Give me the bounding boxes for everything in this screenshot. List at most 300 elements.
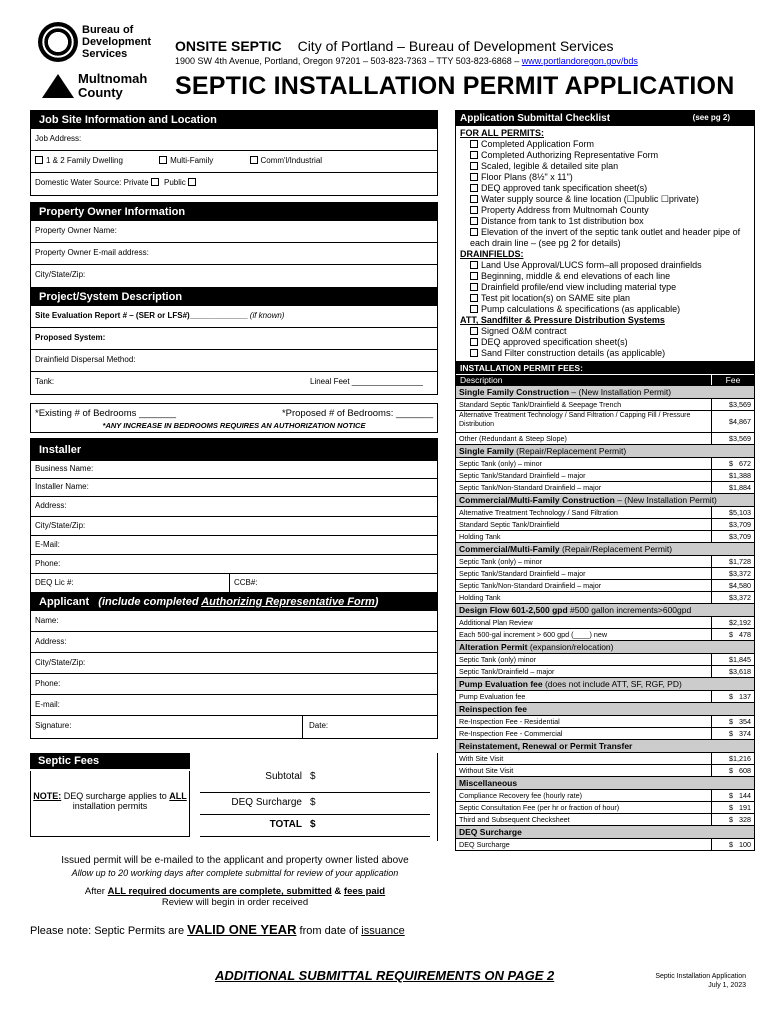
checklist-section-title: ATT, Sandfilter & Pressure Distribution Systems [460, 315, 665, 325]
fee-amount: $3,618 [729, 667, 751, 676]
note-text-end: installation permits [72, 801, 148, 811]
applicant-heading-close: ) [374, 596, 379, 608]
checklist-item-label: DEQ approved tank specification sheet(s) [481, 183, 648, 193]
installer-phone-field[interactable] [31, 555, 437, 574]
fee-description: Septic Tank/Non-Standard Drainfield – major [456, 482, 712, 493]
checklist-checkbox[interactable] [470, 195, 478, 203]
fee-amount: $ 144 [729, 791, 751, 800]
fee-description: DEQ Surcharge [456, 839, 712, 850]
installer-city-field[interactable] [31, 517, 437, 536]
fee-description: Septic Tank/Non-Standard Drainfield – major [456, 580, 712, 591]
multnomah-logo [38, 70, 148, 106]
fee-group-heading [456, 776, 754, 789]
page-header [30, 14, 760, 106]
checklist-see-page: (see pg 2) [692, 113, 730, 122]
website-link[interactable]: www.portlandoregon.gov/bds [521, 56, 638, 66]
fee-row [456, 567, 754, 579]
checklist-item-label: Test pit location(s) on SAME site plan [481, 293, 631, 303]
fee-row [456, 838, 754, 850]
fee-row [456, 579, 754, 591]
installer-field-label: City/State/Zip: [35, 521, 86, 530]
checklist-item-label: Sand Filter construction details (as applicable) [481, 348, 666, 358]
installer-field-label: Phone: [35, 559, 61, 568]
fee-group-title: Alteration Permit [459, 642, 528, 652]
fee-group-title: Miscellaneous [459, 778, 518, 788]
fee-description: Alternative Treatment Technology / Sand Filtration / Capping Fill / Pressure Distribution [456, 411, 712, 432]
fee-group-subtitle: (expansion/relocation) [527, 642, 614, 652]
fee-group-heading [456, 702, 754, 715]
fee-group-subtitle: #500 gallon increments>600gpd [567, 605, 692, 615]
checklist-checkbox[interactable] [470, 349, 478, 357]
applicant-field-label: E-mail: [35, 700, 60, 709]
validity-text-2: from date of [296, 925, 362, 937]
surcharge-note [30, 771, 190, 837]
fee-group-subtitle: (does not include ATT, SF, RGF, PD) [542, 679, 682, 689]
installer-section [30, 438, 438, 593]
auth-rep-form-link[interactable]: Authorizing Representative Form [201, 596, 375, 608]
checklist-item-label: Drainfield profile/end view including material type [481, 282, 677, 292]
fee-description: Septic Tank (only) – minor [456, 458, 712, 469]
fee-group-title: Reinspection fee [459, 704, 528, 714]
signature-field[interactable]: Signature: [35, 716, 303, 738]
fee-row [456, 813, 754, 825]
job-site-heading: Job Site Information and Location [31, 111, 437, 129]
applicant-field-label: City/State/Zip: [35, 658, 86, 667]
owner-heading: Property Owner Information [31, 203, 437, 221]
fee-amount: $3,709 [729, 520, 751, 529]
bds-logo-line-3: Services [82, 48, 128, 60]
validity-note [30, 922, 440, 937]
fee-row [456, 432, 754, 444]
checklist-section-title: FOR ALL PERMITS: [460, 128, 544, 138]
drainfield-field[interactable] [31, 350, 437, 372]
after-fees: fees paid [343, 886, 386, 897]
installer-field-label: E-Mail: [35, 540, 60, 549]
submittal-checklist [455, 110, 755, 361]
date-field[interactable]: Date: [309, 721, 329, 730]
fee-group-subtitle: – (New Installation Permit) [614, 495, 717, 505]
checklist-item-label: Completed Authorizing Representative Form [481, 150, 659, 160]
applicant-heading-note: (include completed [98, 596, 202, 608]
fee-row [456, 457, 754, 469]
fee-description: Septic Consultation Fee (per hr or fraction of hour) [456, 802, 712, 813]
checklist-item-label: Beginning, middle & end elevations of each line [481, 271, 671, 281]
single-family-label: 1 & 2 Family Dwelling [46, 156, 123, 165]
fee-amount: $3,372 [729, 593, 751, 602]
fee-description: Holding Tank [456, 531, 712, 542]
fee-group-title: Single Family Construction [459, 387, 570, 397]
agency-name: City of Portland – Bureau of Development Services [297, 38, 614, 54]
surcharge-dollar: $ [310, 797, 316, 808]
checklist-checkbox[interactable] [470, 228, 478, 236]
bds-logo-line-1: Bureau of [82, 24, 134, 36]
site-eval-field[interactable] [31, 306, 437, 328]
fee-column-header: Fee [725, 375, 741, 385]
program-title [175, 38, 614, 54]
deq-license-field[interactable]: DEQ Lic #: [35, 574, 230, 592]
installer-name-field[interactable] [31, 479, 437, 497]
form-name: Septic Installation Application [655, 973, 746, 980]
fee-amount: $ 608 [729, 766, 751, 775]
checklist-item-label: Signed O&M contract [481, 326, 567, 336]
fee-description: Without Site Visit [456, 765, 712, 776]
required-docs-note [30, 886, 440, 897]
checklist-checkbox[interactable] [470, 261, 478, 269]
existing-bedrooms-label: *Existing # of Bedrooms _______ [35, 408, 177, 419]
owner-city-label: City/State/Zip: [35, 270, 86, 279]
city-seal-icon [38, 22, 78, 62]
fee-description: Septic Tank/Standard Drainfield – major [456, 568, 712, 579]
checklist-item[interactable] [460, 271, 750, 282]
fee-group-subtitle: (Repair/Replacement Permit) [559, 544, 673, 554]
if-known-note: (if known) [249, 311, 285, 320]
owner-section [30, 202, 438, 288]
fee-row [456, 653, 754, 665]
program-name: ONSITE SEPTIC [175, 38, 282, 54]
fee-row [456, 518, 754, 530]
water-public-checkbox[interactable] [188, 178, 196, 186]
project-section [30, 288, 438, 395]
checklist-item-label: DEQ approved specification sheet(s) [481, 337, 628, 347]
review-time-note: Allow up to 20 working days after complete submittal for review of your application [71, 868, 399, 878]
form-version [655, 972, 746, 990]
applicant-heading [31, 593, 437, 611]
fee-row [456, 801, 754, 813]
bds-logo-line-2: Development [82, 36, 152, 48]
after-amp: & [331, 886, 344, 897]
owner-name-field[interactable] [31, 221, 437, 243]
checklist-item-label: Distance from tank to 1st distribution box [481, 216, 644, 226]
checklist-checkbox[interactable] [470, 217, 478, 225]
desc-column-header: Description [456, 375, 712, 385]
fee-group-heading [456, 542, 754, 555]
checklist-item-label: Elevation of the invert of the septic tank outlet and header pipe of each drain line – (see pg 2 for details) [470, 227, 741, 248]
installer-business-field[interactable] [31, 461, 437, 479]
fee-row [456, 591, 754, 603]
fee-amount: $ 328 [729, 815, 751, 824]
fee-group-title: Commercial/Multi-Family Construction [459, 495, 615, 505]
fee-group-title: Design Flow 601-2,500 gpd [459, 605, 568, 615]
fee-amount: $4,867 [729, 417, 751, 426]
fee-group-heading [456, 385, 754, 398]
fee-row [456, 665, 754, 677]
submittal-notes [30, 855, 440, 937]
tank-row[interactable] [31, 372, 437, 394]
fee-description: Compliance Recovery fee (hourly rate) [456, 790, 712, 801]
applicant-name-field[interactable] [31, 611, 437, 632]
fee-amount: $1,216 [729, 754, 751, 763]
checklist-checkbox[interactable] [470, 338, 478, 346]
after-docs: ALL required documents are complete, submitted [107, 886, 332, 897]
owner-email-field[interactable] [31, 243, 437, 265]
checklist-title: Application Submittal Checklist [460, 113, 611, 124]
job-address-field[interactable] [31, 129, 437, 151]
water-public-label: Public [164, 178, 186, 187]
fee-description: Third and Subsequent Checksheet [456, 814, 712, 825]
validity-issuance: issuance [361, 925, 405, 937]
fee-amount: $ 100 [729, 840, 751, 849]
septic-fees-section [30, 753, 438, 841]
fee-description: Septic Tank (only) minor [456, 654, 712, 665]
checklist-item[interactable] [460, 282, 750, 293]
drainfield-label: Drainfield Dispersal Method: [35, 355, 136, 364]
fee-row [456, 616, 754, 628]
owner-email-label: Property Owner E-mail address: [35, 248, 149, 257]
fee-row [456, 398, 754, 410]
fee-amount: $1,845 [729, 655, 751, 664]
fee-description: Each 500-gal increment > 600 gpd (____) new [456, 629, 712, 640]
checklist-item[interactable] [460, 293, 750, 304]
fee-row [456, 481, 754, 493]
applicant-phone-field[interactable] [31, 674, 437, 695]
checklist-checkbox[interactable] [470, 184, 478, 192]
fee-amount: $ 191 [729, 803, 751, 812]
validity-period: VALID ONE YEAR [187, 922, 297, 937]
checklist-item[interactable] [460, 139, 750, 150]
water-private-checkbox[interactable] [151, 178, 159, 186]
checklist-body [456, 126, 754, 361]
fee-amount: $ 478 [729, 630, 751, 639]
additional-requirements-note: ADDITIONAL SUBMITTAL REQUIREMENTS ON PAGE 2 [215, 968, 555, 983]
fee-group-title: Pump Evaluation fee [459, 679, 543, 689]
checklist-section-title: DRAINFIELDS: [460, 249, 524, 259]
checklist-item-label: Land Use Approval/LUCS form–all proposed drainfields [481, 260, 702, 270]
checklist-and-fees [455, 110, 755, 851]
installer-field-label: Installer Name: [35, 482, 89, 491]
fee-amount: $2,192 [729, 618, 751, 627]
checklist-item[interactable] [460, 348, 750, 359]
bedrooms-section [30, 403, 438, 433]
fee-group-heading [456, 677, 754, 690]
note-label: NOTE: [33, 791, 62, 801]
multnomah-logo-line-1: Multnomah [78, 71, 148, 86]
fee-group-heading [456, 825, 754, 838]
checklist-item[interactable] [460, 183, 750, 194]
checklist-item[interactable] [460, 216, 750, 227]
site-eval-label: Site Evaluation Report # – (SER or LFS#)_____________ [35, 311, 248, 320]
bedrooms-row[interactable] [35, 408, 433, 419]
multi-family-checkbox[interactable] [159, 156, 167, 164]
fee-description: Standard Septic Tank/Drainfield & Seepage Trench [456, 399, 712, 410]
fee-description: Holding Tank [456, 592, 712, 603]
fee-row [456, 727, 754, 739]
fee-group-heading [456, 603, 754, 616]
fee-table-body [456, 385, 754, 850]
fee-amount: $ 672 [729, 459, 751, 468]
fee-description: Septic Tank (only) – minor [456, 556, 712, 567]
fee-description: Other (Redundant & Steep Slope) [456, 433, 712, 444]
checklist-item-label: Pump calculations & specifications (as applicable) [481, 304, 681, 314]
checklist-checkbox[interactable] [470, 140, 478, 148]
fee-table [455, 361, 755, 851]
fee-amount: $4,580 [729, 581, 751, 590]
checklist-item[interactable] [460, 161, 750, 172]
bds-logo [38, 22, 152, 68]
applicant-field-label: Phone: [35, 679, 61, 688]
mountain-icon [42, 74, 74, 98]
issued-note: Issued permit will be e-mailed to the applicant and property owner listed above [61, 855, 409, 866]
checklist-checkbox[interactable] [470, 173, 478, 181]
fee-table-heading: INSTALLATION PERMIT FEES: [456, 362, 754, 374]
fee-description: Standard Septic Tank/Drainfield [456, 519, 712, 530]
commercial-label: Comm'l/Industrial [260, 156, 323, 165]
checklist-item-label: Completed Application Form [481, 139, 595, 149]
total-label: TOTAL [269, 819, 302, 830]
checklist-item[interactable] [460, 337, 750, 348]
fee-group-heading [456, 493, 754, 506]
fee-amount: $ 374 [729, 729, 751, 738]
checklist-item-label: Scaled, legible & detailed site plan [481, 161, 619, 171]
fee-description: Septic Tank/Standard Drainfield – major [456, 470, 712, 481]
fee-table-columns [456, 374, 754, 385]
septic-fees-heading: Septic Fees [30, 753, 190, 769]
checklist-item[interactable] [460, 260, 750, 271]
fee-group-title: Single Family [459, 446, 514, 456]
fee-totals [200, 771, 430, 837]
total-row[interactable] [200, 815, 430, 837]
installer-email-field[interactable] [31, 536, 437, 555]
signature-row [31, 716, 437, 738]
fee-description: Re-Inspection Fee - Residential [456, 716, 712, 727]
checklist-checkbox[interactable] [470, 151, 478, 159]
lineal-feet-label: Lineal Feet ________________ [310, 377, 423, 386]
fee-description: Re-Inspection Fee - Commercial [456, 728, 712, 739]
applicant-field-label: Address: [35, 637, 67, 646]
after-text: After [84, 886, 108, 897]
fee-row [456, 715, 754, 727]
ccb-field[interactable]: CCB#: [234, 578, 258, 587]
checklist-checkbox[interactable] [470, 206, 478, 214]
checklist-checkbox[interactable] [470, 162, 478, 170]
fee-amount: $ 137 [729, 692, 751, 701]
bedroom-notice: *ANY INCREASE IN BEDROOMS REQUIRES AN AUTHORIZATION NOTICE [102, 421, 366, 430]
checklist-heading [456, 111, 754, 126]
page-title: SEPTIC INSTALLATION PERMIT APPLICATION [175, 72, 735, 100]
fee-group-heading [456, 640, 754, 653]
fee-description: Additional Plan Review [456, 617, 712, 628]
fee-row [456, 410, 754, 432]
fee-group-subtitle: (Repair/Replacement Permit) [513, 446, 627, 456]
fee-group-title: Commercial/Multi-Family [459, 544, 560, 554]
applicant-heading-text: Applicant [39, 596, 90, 608]
form-date: July 1, 2023 [708, 982, 746, 989]
checklist-checkbox[interactable] [470, 294, 478, 302]
applicant-field-label: Name: [35, 616, 59, 625]
checklist-item[interactable] [460, 194, 750, 205]
note-all: ALL [169, 791, 187, 801]
fee-amount: $1,728 [729, 557, 751, 566]
agency-address [175, 56, 638, 66]
applicant-email-field[interactable] [31, 695, 437, 716]
fee-group-subtitle: – (New Installation Permit) [569, 387, 672, 397]
checklist-checkbox[interactable] [470, 305, 478, 313]
fee-description: Septic Tank/Drainfield – major [456, 666, 712, 677]
checklist-item[interactable] [460, 150, 750, 161]
dwelling-type-row [31, 151, 437, 173]
validity-text: Please note: Septic Permits are [30, 925, 188, 937]
checklist-checkbox[interactable] [470, 272, 478, 280]
multnomah-logo-line-2: County [78, 85, 123, 100]
subtotal-dollar: $ [310, 771, 316, 782]
applicant-address-field[interactable] [31, 632, 437, 653]
owner-name-label: Property Owner Name: [35, 226, 117, 235]
checklist-item[interactable] [460, 205, 750, 216]
proposed-system-label: Proposed System: [35, 333, 106, 342]
checklist-item-label: Property Address from Multnomah County [481, 205, 649, 215]
project-heading: Project/System Description [31, 288, 437, 306]
fee-amount: $ 354 [729, 717, 751, 726]
fee-group-heading [456, 739, 754, 752]
fee-amount: $3,372 [729, 569, 751, 578]
installer-field-label: Address: [35, 501, 67, 510]
total-dollar: $ [310, 819, 316, 830]
surcharge-label: DEQ Surcharge [231, 797, 302, 808]
checklist-item-label: Floor Plans (8½" x 11") [481, 172, 573, 182]
fee-description: Alternative Treatment Technology / Sand Filtration [456, 507, 712, 518]
multi-family-label: Multi-Family [170, 156, 214, 165]
fee-group-heading [456, 444, 754, 457]
checklist-checkbox[interactable] [470, 327, 478, 335]
tank-label: Tank: [35, 377, 55, 386]
fee-amount: $3,569 [729, 434, 751, 443]
fee-group-title: DEQ Surcharge [459, 827, 522, 837]
checklist-item[interactable] [460, 304, 750, 315]
job-site-section [30, 110, 438, 196]
installer-license-row [31, 574, 437, 592]
surcharge-row[interactable] [200, 793, 430, 815]
commercial-checkbox[interactable] [250, 156, 258, 164]
application-form [30, 110, 438, 841]
proposed-bedrooms-label: *Proposed # of Bedrooms: _______ [281, 408, 433, 419]
note-text: DEQ surcharge applies to [61, 791, 170, 801]
job-address-label: Job Address: [35, 134, 82, 143]
applicant-section [30, 593, 438, 739]
checklist-item-label: Water supply source & line location (☐public ☐private) [481, 194, 699, 204]
checklist-item[interactable] [460, 326, 750, 337]
fee-row [456, 789, 754, 801]
fee-row [456, 690, 754, 702]
fee-amount: $5,103 [729, 508, 751, 517]
installer-field-label: Business Name: [35, 464, 94, 473]
subtotal-label: Subtotal [265, 771, 302, 782]
owner-city-field[interactable] [31, 265, 437, 287]
subtotal-row[interactable] [200, 771, 430, 793]
review-order-note: Review will begin in order received [161, 897, 309, 908]
proposed-system-field[interactable] [31, 328, 437, 350]
checklist-item[interactable] [460, 172, 750, 183]
fee-amount: $1,388 [729, 471, 751, 480]
fee-row [456, 530, 754, 542]
address-text: 1900 SW 4th Avenue, Portland, Oregon 97201 – 503-823-7363 – TTY 503-823-6868 – [175, 56, 522, 66]
fee-row [456, 555, 754, 567]
fee-row [456, 506, 754, 518]
water-source-label: Domestic Water Source: [35, 178, 122, 187]
fee-group-title: Reinstatement, Renewal or Permit Transfer [459, 741, 633, 751]
installer-address-field[interactable] [31, 497, 437, 517]
fee-amount: $3,569 [729, 400, 751, 409]
fee-row [456, 752, 754, 764]
fee-amount: $3,709 [729, 532, 751, 541]
checklist-checkbox[interactable] [470, 283, 478, 291]
checklist-item[interactable] [460, 227, 750, 249]
fee-description: Pump Evaluation fee [456, 691, 712, 702]
fee-row [456, 628, 754, 640]
water-source-row [31, 173, 437, 195]
fee-row [456, 764, 754, 776]
applicant-city-field[interactable] [31, 653, 437, 674]
single-family-checkbox[interactable] [35, 156, 43, 164]
water-private-label: Private [123, 178, 149, 187]
